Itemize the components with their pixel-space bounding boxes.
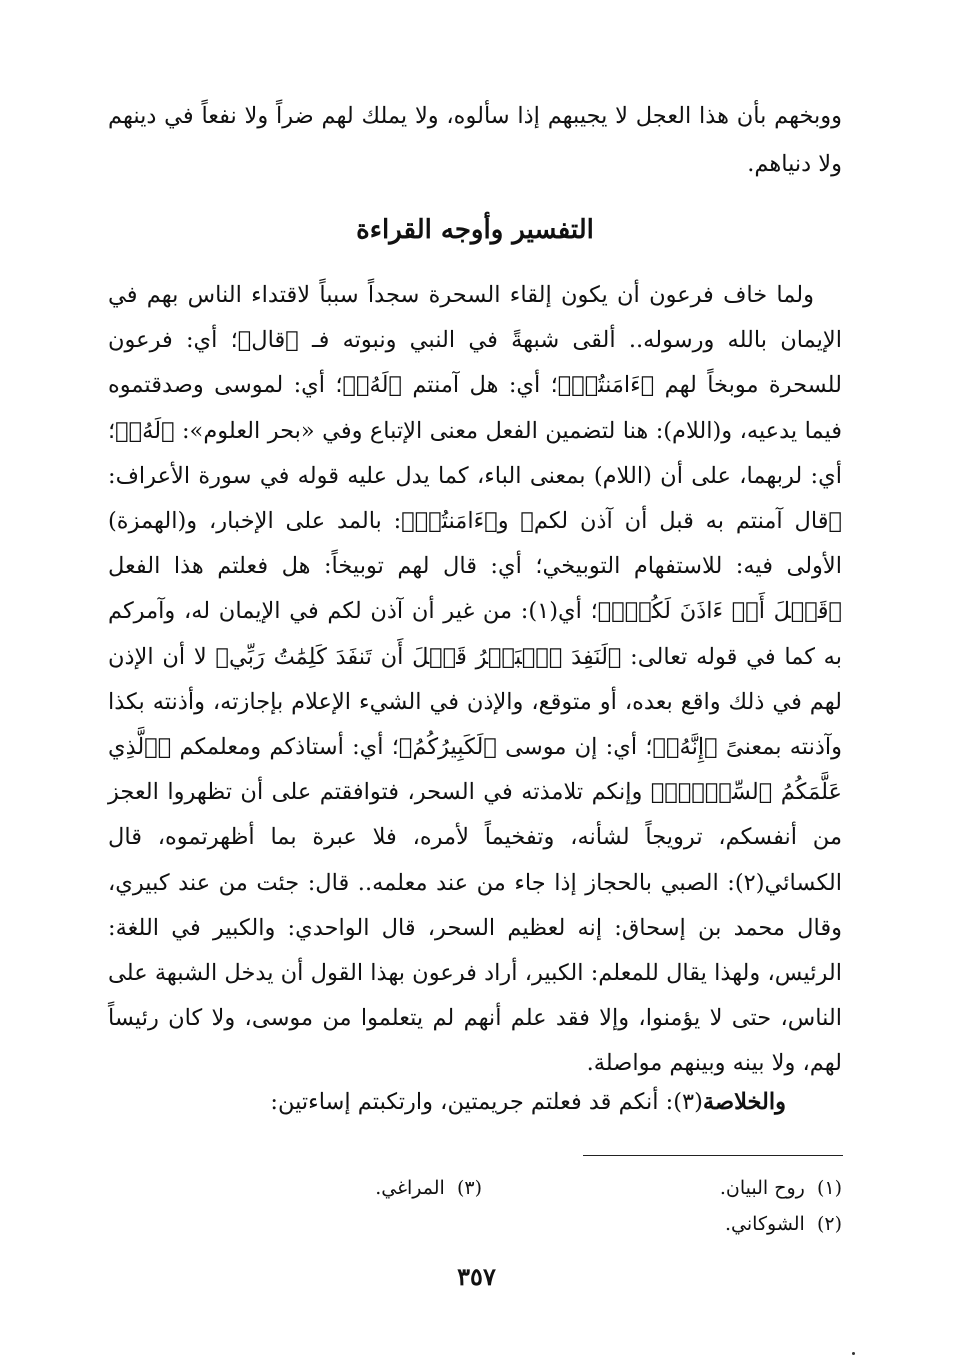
footnote-item — [542, 1170, 842, 1206]
summary-keyword: والخلاصة — [702, 1089, 786, 1115]
footnote-text: المراغي. — [375, 1177, 445, 1199]
footnotes-column-right — [542, 1170, 842, 1242]
footnote-number: (٣) — [456, 1177, 482, 1199]
footnotes-column-left — [222, 1170, 482, 1206]
summary-footnote-marker: (٣) — [673, 1089, 703, 1115]
footnote-item — [222, 1170, 482, 1206]
footnote-text: روح البيان. — [719, 1177, 805, 1199]
body-paragraph — [108, 273, 842, 1087]
scan-speck — [852, 1352, 855, 1355]
section-heading: التفسير وأوجه القراءة — [356, 215, 594, 245]
footnote-divider — [583, 1155, 843, 1156]
summary-text: : أنكم قد فعلتم جريمتين، وارتكبتم إساءتين: — [270, 1089, 674, 1115]
footnote-item — [542, 1206, 842, 1242]
summary-line — [108, 1080, 842, 1124]
intro-paragraph-text: ووبخهم بأن هذا العجل لا يجيبهم إذا سألوه، ولا يملك لهم ضراً ولا نفعاً في دينهم ولا دنياهم. — [108, 103, 842, 177]
page-number: ٣٥٧ — [457, 1262, 496, 1291]
intro-paragraph — [108, 92, 842, 188]
footnote-text: الشوكاني. — [725, 1213, 805, 1235]
footnote-number: (١) — [816, 1177, 842, 1199]
footnote-number: (٢) — [816, 1213, 842, 1235]
body-paragraph-text: ولما خاف فرعون أن يكون إلقاء السحرة سجداً سبباً لاقتداء الناس بهم في الإيمان بالله ورسوله.. ألقى شبهةً في النبي ونبوته فـ ﴿قال﴾؛ أي: فرعون للسحرة موبخاً لهم ﴿ءَامَنتُمۡ﴾؛ أي: هل آمنتم ﴿لَهُۥ﴾؛ أي: لموسى وصدقتموه فيما يدعيه، و(اللام): هنا لتضمين الفعل معنى الإتباع وفي «بحر العلوم»: ﴿لَهُۥ﴾؛ أي: لربهما، على أن (اللام) بمعنى الباء، كما يدل عليه قوله في سورة الأعراف: ﴿قال آمنتم به قبل أن آذن لكم﴾ و﴿ءَامَنتُمۡ﴾: بالمد على الإخبار، و(الهمزة) الأولى فيه: للاستفهام التوبيخي؛ أي: قال لهم توبيخاً: هل فعلتم هذا الفعل ﴿قَبۡلَ أَنۡ ءَاذَنَ لَكُمۡۖ﴾؛ أي(١): من غير أن آذن لكم في الإيمان له، وآمركم به كما في قوله تعالى: ﴿لَنَفِدَ ٱلۡبَحۡرُ قَبۡلَ أَن تَنفَدَ كَلِمَٰتُ رَبِّي﴾ لا أن الإذن لهم في ذلك واقع بعده، أو متوقع، والإذن في الشيء الإعلام بإجازته، وأذنته بكذا وآذنته بمعنىً ﴿إِنَّهُۥ﴾؛ أي: إن موسى ﴿لَكَبِيرُكُمُ﴾؛ أي: أستاذكم ومعلمكم ﴿ٱلَّذِي عَلَّمَكُمُ ٱلسِّحۡرَۖ﴾ وإنكم تلامذته في السحر، فتوافقتم على أن تظهروا العجز من أنفسكم، ترويجاً لشأنه، وتفخيماً لأمره، فلا عبرة بما أظهرتموه، قال الكسائي(٢): الصبي بالحجاز إذا جاء من عند معلمه.. قال: جئت من عند كبيري، وقال محمد بن إسحاق: إنه لعظيم السحر، قال الواحدي: والكبير في اللغة: الرئيس، ولهذا يقال للمعلم: الكبير، أراد فرعون بهذا القول أن يدخل الشبهة على الناس، حتى لا يؤمنوا، وإلا فقد علم أنهم لم يتعلموا من موسى، ولا كان رئيساً لهم، ولا بينه وبينهم مواصلة. — [108, 282, 842, 1077]
